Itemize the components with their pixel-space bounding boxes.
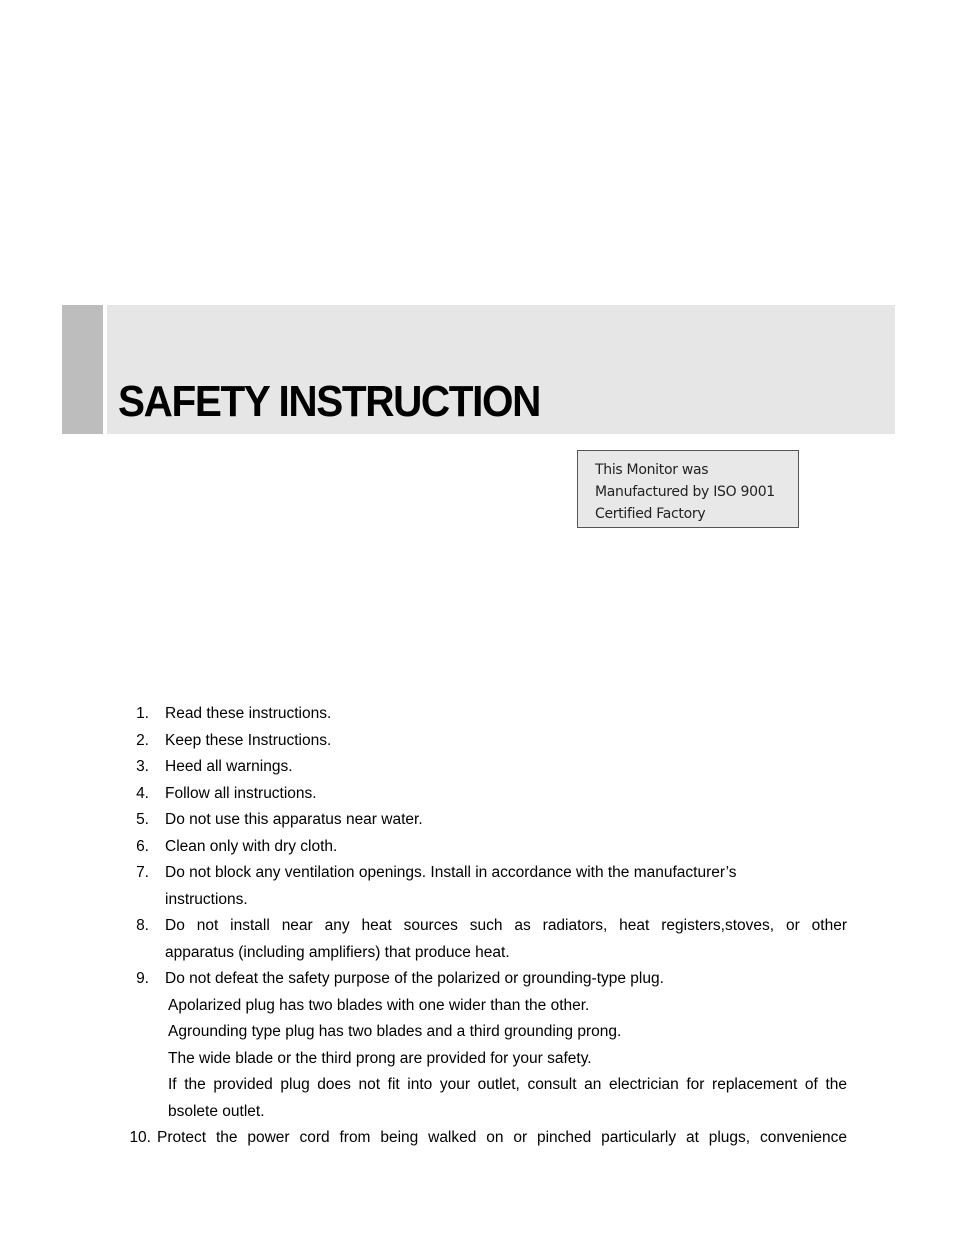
page-title: SAFETY INSTRUCTION	[118, 377, 540, 426]
plug-note-text: Apolarized plug has two blades with one wider than the other.	[168, 996, 590, 1014]
list-item-continuation	[0, 940, 954, 966]
plug-note-text: Agrounding type plug has two blades and a third grounding prong.	[168, 1023, 622, 1040]
item-number: 8.	[136, 917, 149, 934]
plug-note-text: bsolete outlet.	[168, 1102, 265, 1120]
item-number: 1.	[136, 705, 149, 722]
plug-note-text: The wide blade or the third prong are provided for your safety.	[168, 1049, 592, 1067]
list-item	[0, 728, 954, 754]
list-item	[0, 913, 954, 939]
list-item	[0, 754, 954, 780]
item-text: Clean only with dry cloth.	[165, 837, 338, 855]
item-text: Do not block any ventilation openings. Install in accordance with the manufacturer’s	[165, 864, 737, 881]
list-item	[0, 701, 954, 727]
item-text: Read these instructions.	[165, 705, 332, 722]
banner-accent-bar	[62, 305, 103, 434]
list-item	[0, 781, 954, 807]
list-item	[0, 966, 954, 992]
plug-note-text: If the provided plug does not fit into your outlet, consult an electrician for replacement of the	[168, 1076, 847, 1093]
list-item	[0, 807, 954, 833]
plug-note	[0, 1099, 954, 1125]
item-text: Follow all instructions.	[165, 784, 317, 802]
item-number: 7.	[136, 864, 149, 881]
list-item	[0, 834, 954, 860]
list-item-continuation	[0, 887, 954, 913]
item-text: Heed all warnings.	[165, 758, 293, 775]
plug-note	[0, 1019, 954, 1045]
iso-certification-box	[577, 450, 799, 528]
item-number: 5.	[136, 811, 149, 828]
item-text: Do not defeat the safety purpose of the polarized or grounding-type plug.	[165, 970, 664, 987]
item-text: Keep these Instructions.	[165, 731, 332, 749]
item-number: 2.	[136, 731, 149, 749]
item-text: Protect the power cord from being walked on or pinched particularly at plugs, convenience	[157, 1129, 847, 1146]
plug-note	[0, 1072, 954, 1098]
item-number: 10.	[129, 1129, 151, 1146]
item-text: Do not use this apparatus near water.	[165, 811, 423, 828]
item-text: apparatus (including amplifiers) that produce heat.	[165, 943, 510, 961]
list-item	[0, 1125, 954, 1151]
iso-line-3: Certified Factory	[595, 506, 706, 522]
item-text: Do not install near any heat sources such as radiators, heat registers,stoves, or other	[165, 917, 847, 934]
item-text: instructions.	[165, 890, 248, 908]
plug-note	[0, 1046, 954, 1072]
title-banner	[62, 305, 895, 434]
item-number: 9.	[136, 970, 149, 987]
item-number: 3.	[136, 758, 149, 775]
banner-divider	[103, 305, 107, 434]
list-item	[0, 860, 954, 886]
item-number: 4.	[136, 784, 149, 802]
plug-note	[0, 993, 954, 1019]
iso-line-1: This Monitor was	[595, 462, 709, 478]
iso-line-2: Manufactured by ISO 9001	[595, 484, 775, 500]
item-number: 6.	[136, 837, 149, 855]
